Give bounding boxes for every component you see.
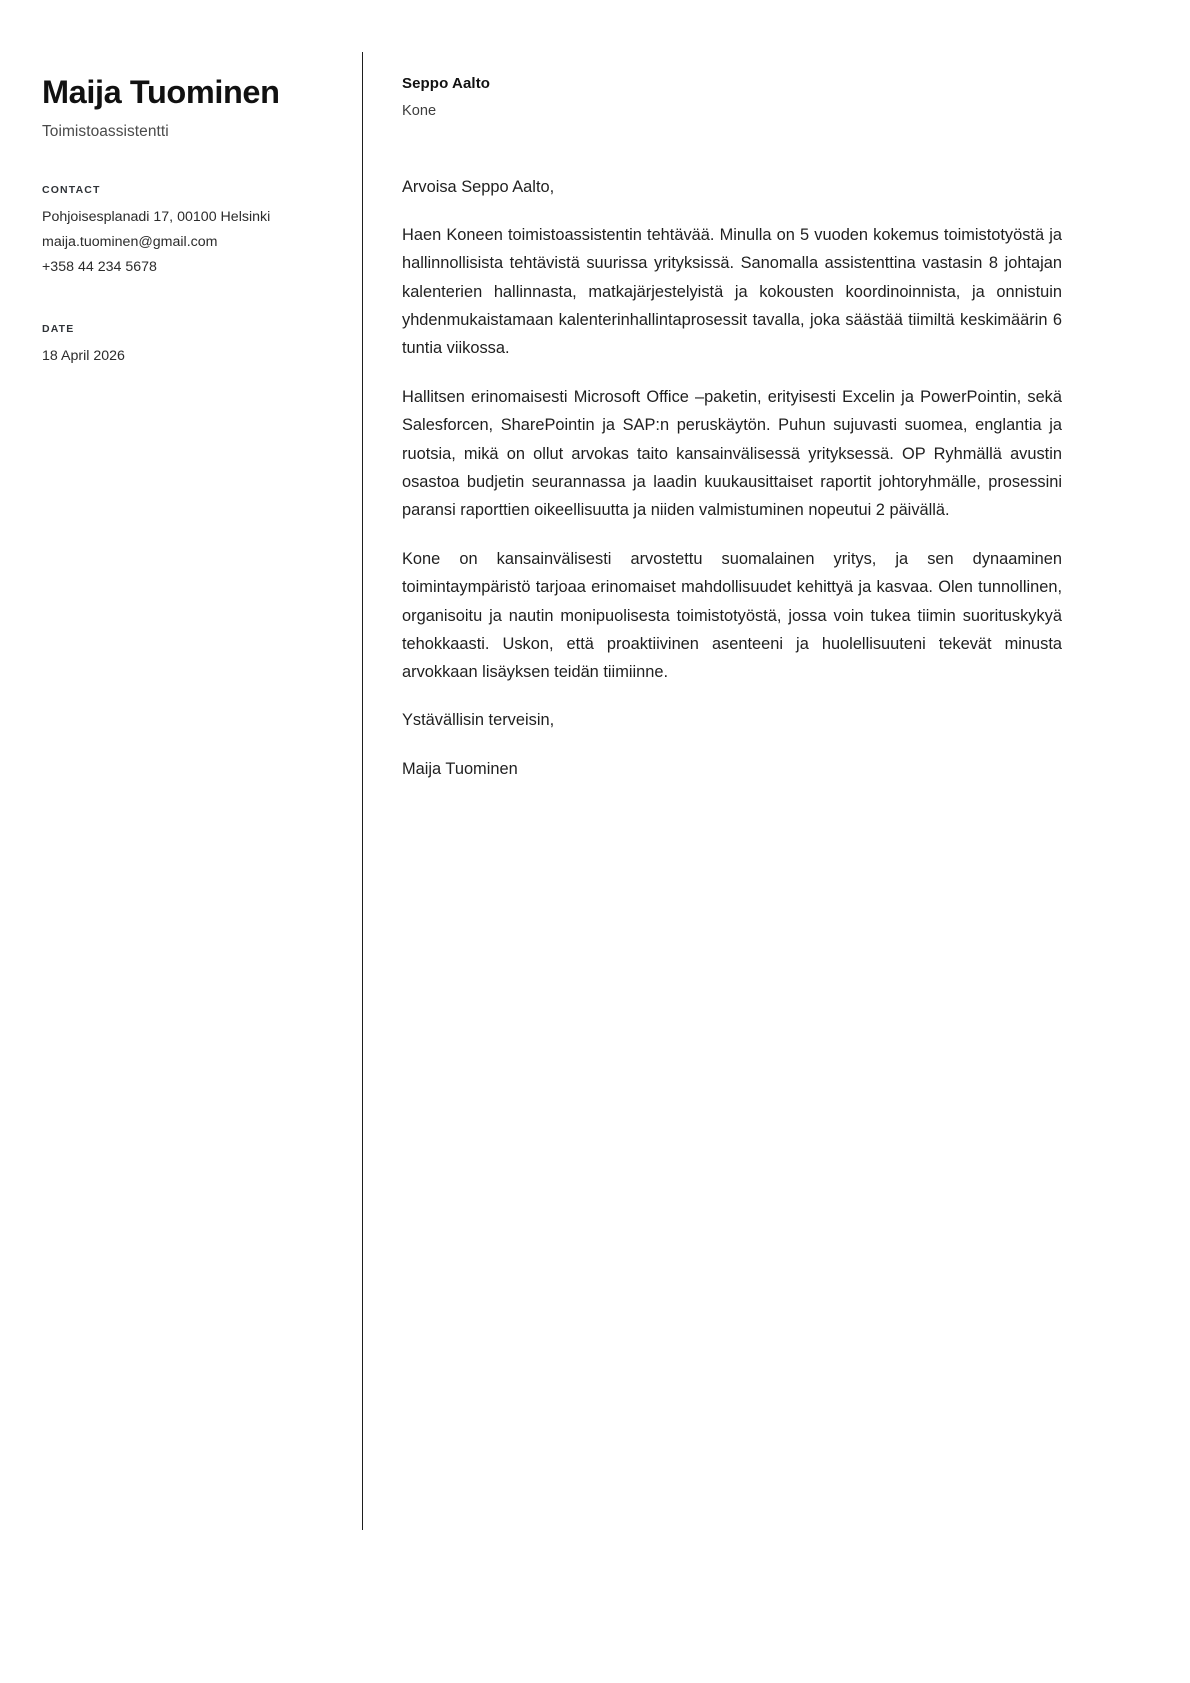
applicant-job-title: Toimistoassistentti — [42, 122, 169, 140]
contact-address: Pohjoisesplanadi 17, 00100 Helsinki — [42, 208, 271, 225]
closing-line: Ystävällisin terveisin, — [402, 711, 555, 730]
letter-body — [402, 74, 1062, 782]
signature-name: Maija Tuominen — [402, 759, 518, 778]
date-label: DATE — [42, 322, 75, 335]
letter-paragraph: Haen Koneen toimistoassistentin tehtävää. Minulla on 5 vuoden kokemus toimistotyöstä ja hallinnollisista tehtävistä suurissa yrityksissä. Sanomalla assistenttina vastasin 8 johtajan kalenterien hallinnasta, matkajärjestelyistä ja kokousten koordinoinnista, ja onnistuin yhdenmukaistamaan kalenterinhallintaprosessit tavalla, joka säästää tiimiltä keskimäärin 6 tuntia viikossa. — [402, 226, 1062, 357]
column-divider — [362, 52, 363, 1530]
letter-paragraph: Kone on kansainvälisesti arvostettu suomalainen yritys, ja sen dynaaminen toimintaympäristö tarjoaa erinomaiset mahdollisuudet kehittyä ja kasvaa. Olen tunnollinen, organisoitu ja nautin monipuolisesta toimistotyöstä, jossa voin tukea tiimin suorituskykyä tehokkaasti. Uskon, että proaktiivinen asenteeni ja huolellisuuteni tekevät minusta arvokkaan lisäyksen teidän tiimiinne. — [402, 550, 1062, 682]
letter-paragraph: Hallitsen erinomaisesti Microsoft Office –paketin, erityisesti Excelin ja PowerPointin, sekä Salesforcen, SharePointin ja SAP:n peruskäytön. Puhun sujuvasti suomea, englantia ja ruotsia, mikä on ollut arvokas taito kansainvälisessä yrityksessä. OP Ryhmällä avustin osastoa budjetin seurannassa ja laadin kuukausittaiset raportit johtoryhmälle, prosessini paransi raporttien oikeellisuutta ja niiden valmistuminen nopeutui 2 päivällä. — [402, 388, 1062, 520]
sidebar — [42, 74, 334, 369]
contact-block — [42, 184, 334, 281]
salutation: Arvoisa Seppo Aalto, — [402, 178, 555, 197]
recipient-name: Seppo Aalto — [402, 75, 491, 92]
contact-label: CONTACT — [42, 183, 101, 196]
date-value: 18 April 2026 — [42, 347, 125, 364]
contact-email: maija.tuominen@gmail.com — [42, 234, 218, 251]
contact-phone: +358 44 234 5678 — [42, 259, 157, 276]
applicant-name: Maija Tuominen — [42, 74, 280, 110]
recipient-company: Kone — [402, 102, 437, 119]
date-block — [42, 323, 334, 369]
